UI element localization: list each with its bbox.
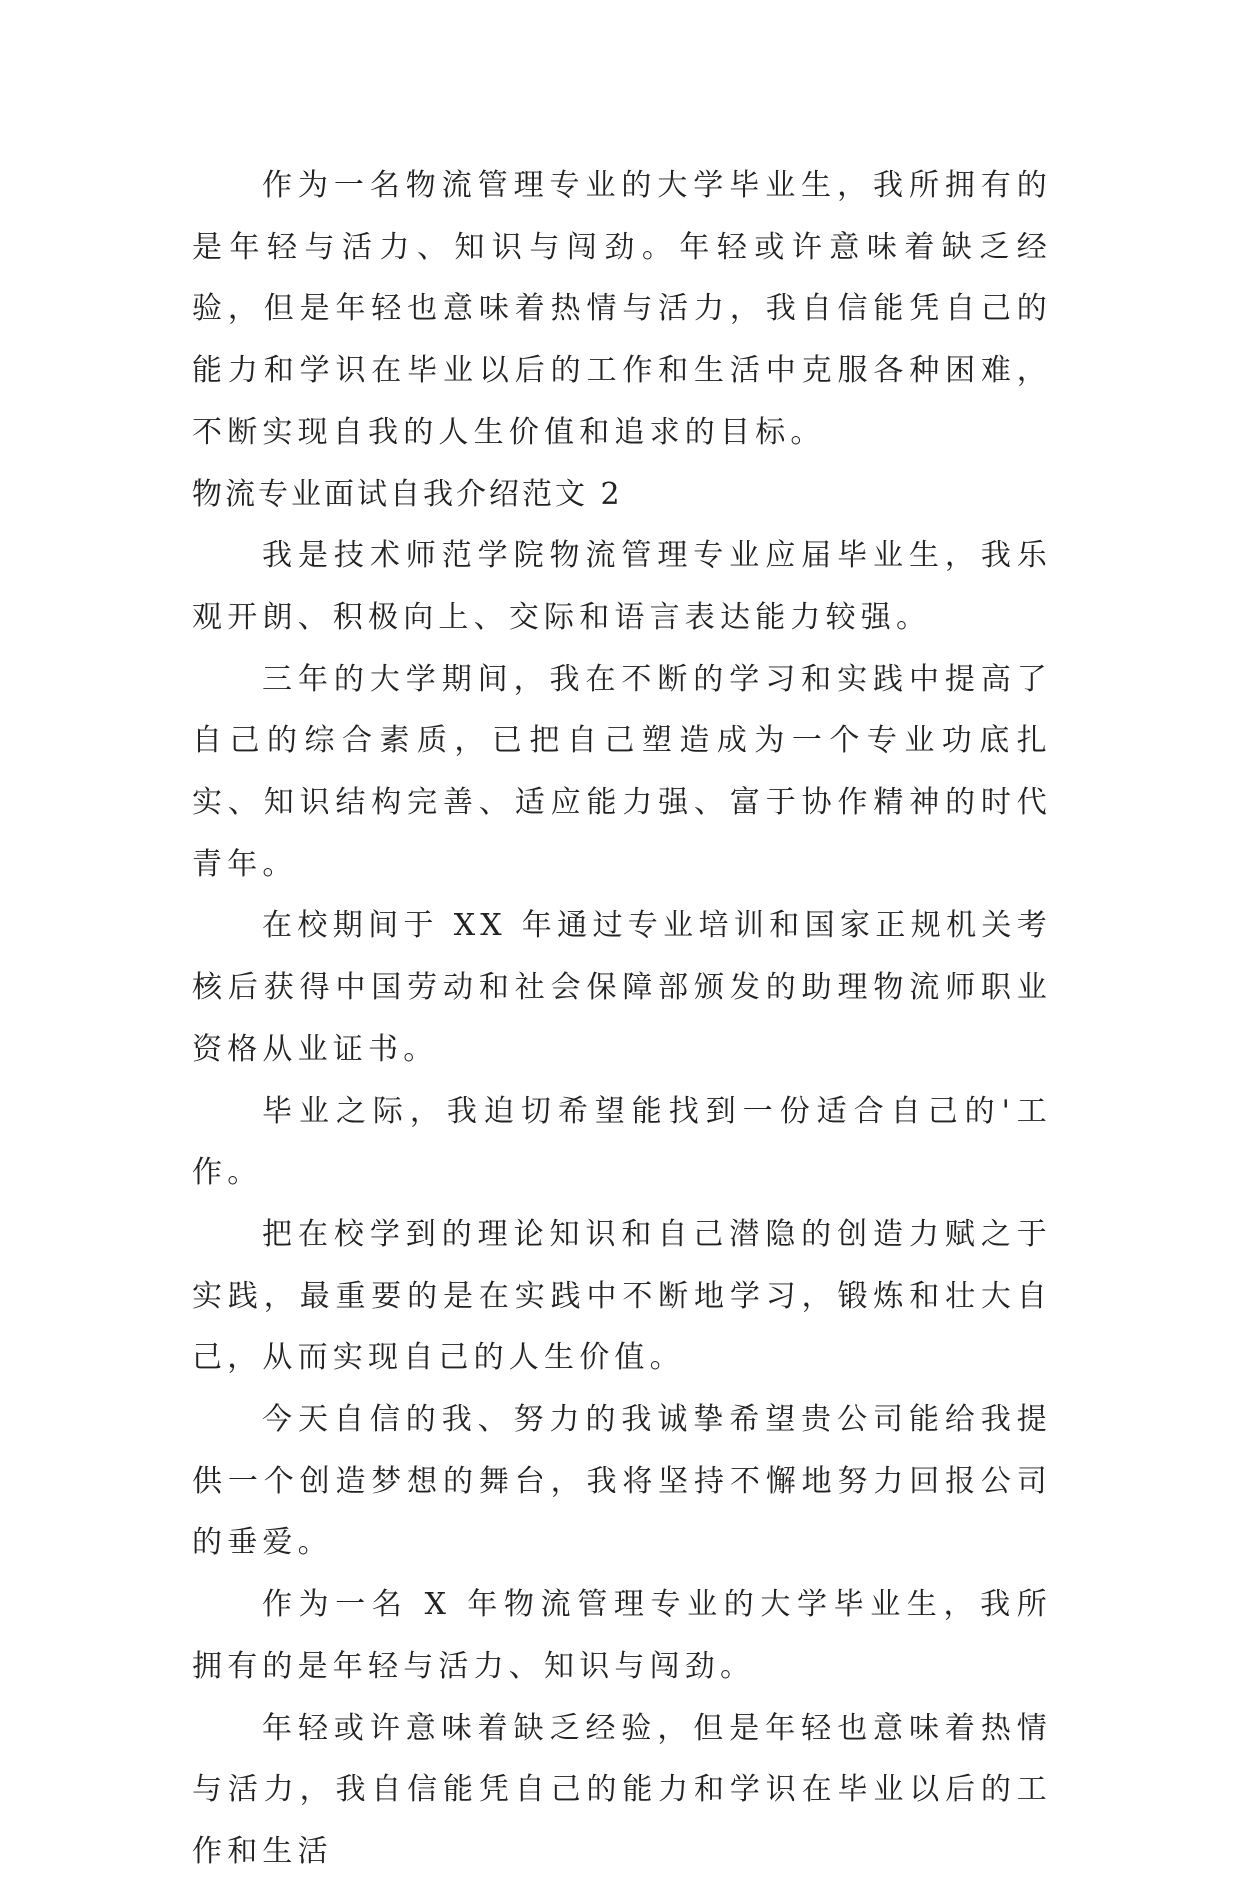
paragraph-certificate: 在校期间于 XX 年通过专业培训和国家正规机关考核后获得中国劳动和社会保障部颁发的助理物流师职业资格从业证书。 xyxy=(192,908,1052,1067)
paragraph-intro: 作为一名物流管理专业的大学毕业生，我所拥有的是年轻与活力、知识与闯劲。年轻或许意味着缺乏经验，但是年轻也意味着热情与活力，我自信能凭自己的能力和学识在毕业以后的工作和生活中克服各种困难，不断实现自我的人生价值和追求的目标。 xyxy=(192,168,1052,450)
section-heading: 物流专业面试自我介绍范文 2 xyxy=(192,476,623,512)
paragraph-university-years: 三年的大学期间，我在不断的学习和实践中提高了自己的综合素质，已把自己塑造成为一个专业功底扎实、知识结构完善、适应能力强、富于协作精神的时代青年。 xyxy=(192,661,1052,882)
document-body xyxy=(192,155,1052,1883)
paragraph-youth: 年轻或许意味着缺乏经验，但是年轻也意味着热情与活力，我自信能凭自己的能力和学识在毕业以后的工作和生活 xyxy=(192,1710,1052,1869)
paragraph-company-wish: 今天自信的我、努力的我诚挚希望贵公司能给我提供一个创造梦想的舞台，我将坚持不懈地努力回报公司的垂爱。 xyxy=(192,1402,1052,1561)
paragraph-self-introduction: 我是技术师范学院物流管理专业应届毕业生，我乐观开朗、积极向上、交际和语言表达能力较强。 xyxy=(192,538,1052,635)
paragraph-job-hope: 毕业之际，我迫切希望能找到一份适合自己的'工作。 xyxy=(192,1093,1052,1191)
paragraph-graduate: 作为一名 X 年物流管理专业的大学毕业生，我所拥有的是年轻与活力、知识与闯劲。 xyxy=(192,1587,1052,1684)
paragraph-practice: 把在校学到的理论知识和自己潜隐的创造力赋之于实践，最重要的是在实践中不断地学习，锻炼和壮大自己，从而实现自己的人生价值。 xyxy=(192,1216,1052,1376)
